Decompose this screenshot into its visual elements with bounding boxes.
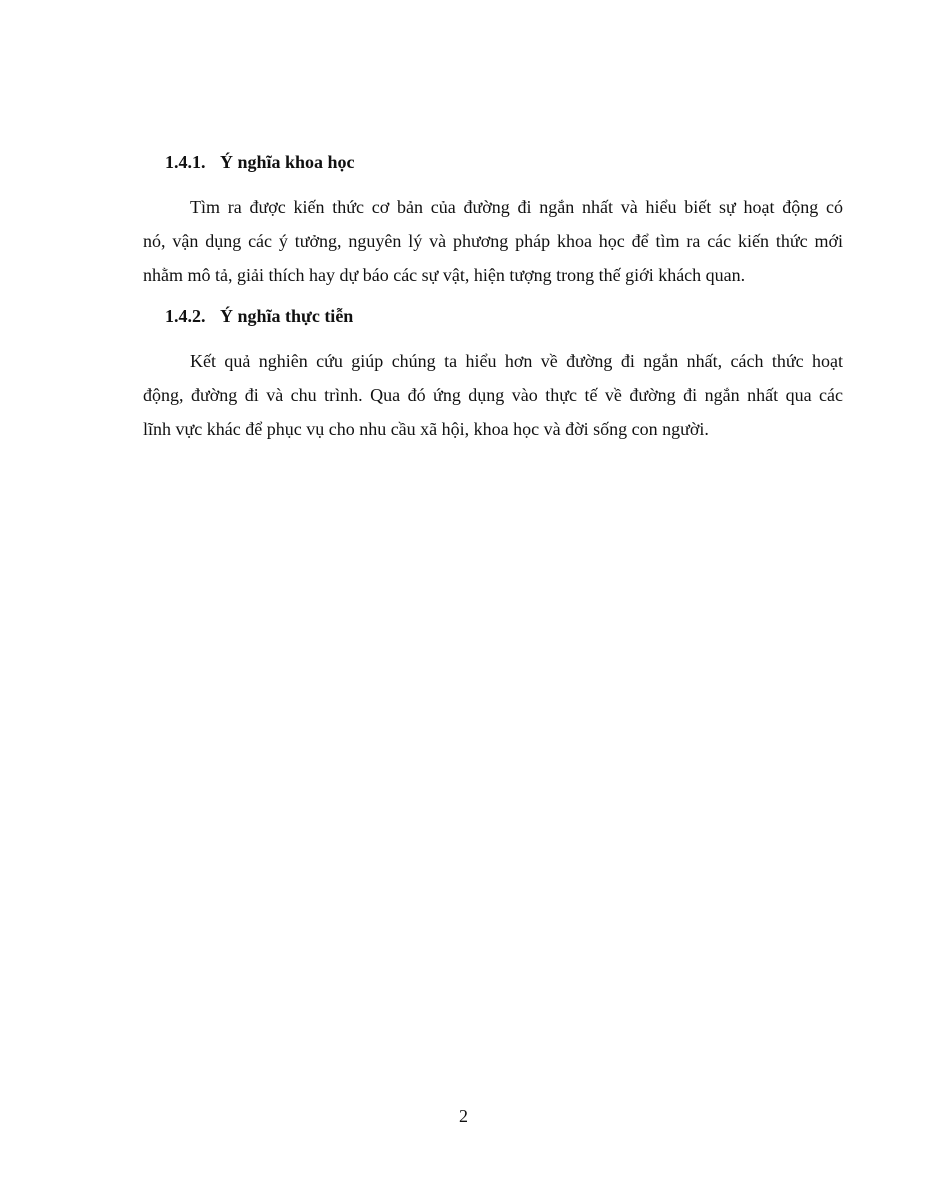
section-title: Ý nghĩa khoa học [220, 152, 355, 172]
paragraph-line: động, đường đi và chu trình. Qua đó ứng dụng vào thực tế về đường đi ngắn nhất qua các [143, 385, 843, 405]
section-number: 1.4.2. [165, 306, 206, 326]
paragraph-line: lĩnh vực khác để phục vụ cho nhu cầu xã hội, khoa học và đời sống con người. [143, 419, 709, 439]
paragraph-line: Kết quả nghiên cứu giúp chúng ta hiểu hơn về đường đi ngắn nhất, cách thức hoạt [190, 351, 843, 371]
section-paragraph [143, 344, 843, 446]
section-practical-significance [143, 304, 843, 446]
section-number: 1.4.1. [165, 152, 206, 172]
section-paragraph [143, 190, 843, 292]
section-title: Ý nghĩa thực tiễn [220, 306, 354, 326]
paragraph-line: nó, vận dụng các ý tưởng, nguyên lý và phương pháp khoa học để tìm ra các kiến thức mới [143, 231, 843, 251]
page-content [143, 150, 843, 446]
section-heading [165, 150, 843, 174]
section-heading [165, 304, 843, 328]
paragraph-line: Tìm ra được kiến thức cơ bản của đường đi ngắn nhất và hiểu biết sự hoạt động có [190, 197, 843, 217]
paragraph-line: nhằm mô tả, giải thích hay dự báo các sự vật, hiện tượng trong thế giới khách quan. [143, 265, 746, 285]
page-number: 2 [459, 1106, 468, 1126]
section-scientific-significance [143, 150, 843, 292]
